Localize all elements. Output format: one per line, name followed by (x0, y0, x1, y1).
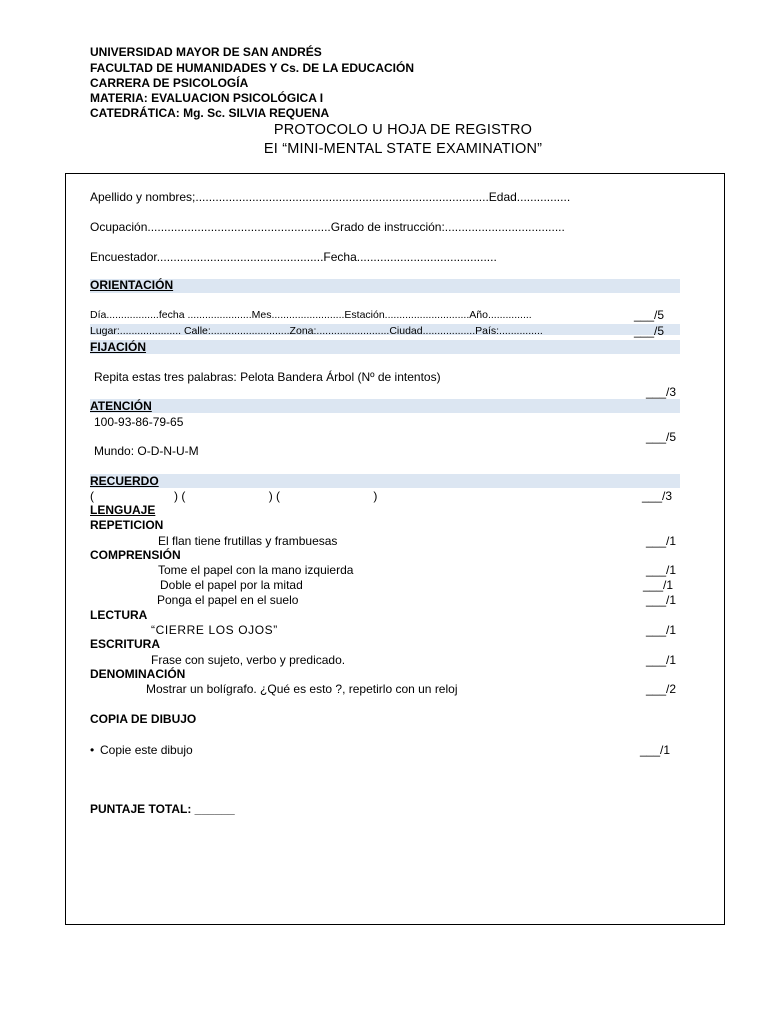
comprension-score-1[interactable]: ___/1 (646, 563, 677, 577)
lectura-score[interactable]: ___/1 (646, 623, 677, 637)
faculty-name: FACULTAD DE HUMANIDADES Y Cs. DE LA EDUCACIÓN (90, 61, 415, 75)
copia-text: Copie este dibujo (100, 743, 193, 757)
name-age-field[interactable]: Apellido y nombres;........................................................................................Edad................ (90, 190, 571, 204)
atencion-score[interactable]: ___/5 (646, 430, 677, 444)
atencion-numbers: 100-93-86-79-65 (94, 415, 184, 429)
escritura-text: Frase con sujeto, verbo y predicado. (151, 653, 346, 667)
recuerdo-fields[interactable]: ( ) ( ) ( ) (90, 489, 378, 503)
comprension-item-1: Tome el papel con la mano izquierda (158, 563, 354, 577)
document-title: PROTOCOLO U HOJA DE REGISTRO (273, 122, 533, 138)
career-name: CARRERA DE PSICOLOGÍA (90, 76, 249, 90)
fijacion-text: Repita estas tres palabras: Pelota Bandera Árbol (Nº de intentos) (94, 370, 441, 384)
recuerdo-band (90, 474, 680, 488)
denominacion-text: Mostrar un bolígrafo. ¿Qué es esto ?, repetirlo con un reloj (146, 682, 458, 696)
copia-score[interactable]: ___/1 (640, 743, 671, 757)
denominacion-title: DENOMINACIÓN (90, 667, 186, 681)
lenguaje-title: LENGUAJE (90, 503, 156, 517)
comprension-score-2[interactable]: ___/1 (643, 578, 674, 592)
repeticion-text: El flan tiene frutillas y frambuesas (158, 534, 338, 548)
fijacion-score[interactable]: ___/3 (646, 385, 677, 399)
professor-name: CATEDRÁTICA: Mg. Sc. SILVIA REQUENA (90, 106, 330, 120)
recuerdo-title: RECUERDO (90, 474, 159, 488)
orientacion-time-score[interactable]: ___/5 (634, 308, 665, 322)
escritura-score[interactable]: ___/1 (646, 653, 677, 667)
copia-bullet: • (90, 743, 95, 757)
orientacion-title: ORIENTACIÓN (90, 278, 174, 292)
university-name: UNIVERSIDAD MAYOR DE SAN ANDRÉS (90, 45, 322, 59)
fijacion-band (90, 340, 680, 354)
total-score[interactable]: PUNTAJE TOTAL: ______ (90, 802, 235, 816)
occupation-field[interactable]: Ocupación.......................................................Grado de instrucción:.................................... (90, 220, 565, 234)
comprension-score-3[interactable]: ___/1 (646, 593, 677, 607)
document-subtitle: EI “MINI-MENTAL STATE EXAMINATION” (263, 141, 543, 157)
repeticion-score[interactable]: ___/1 (646, 534, 677, 548)
subject-name: MATERIA: EVALUACION PSICOLÓGICA I (90, 91, 324, 105)
comprension-item-2: Doble el papel por la mitad (160, 578, 303, 592)
comprension-title: COMPRENSIÓN (90, 548, 181, 562)
lectura-text: “CIERRE LOS OJOS” (151, 623, 278, 637)
atencion-band (90, 399, 680, 413)
lectura-title: LECTURA (90, 608, 148, 622)
denominacion-score[interactable]: ___/2 (646, 682, 677, 696)
recuerdo-score[interactable]: ___/3 (642, 489, 673, 503)
atencion-title: ATENCIÓN (90, 399, 152, 413)
orientacion-time-row[interactable]: Día..................fecha ......................Mes.........................Estación.............................Año............... (90, 309, 532, 321)
copia-title: COPIA DE DIBUJO (90, 712, 197, 726)
interviewer-date-field[interactable]: Encuestador..................................................Fecha.......................................... (90, 250, 497, 264)
orientacion-place-score[interactable]: ___/5 (634, 324, 665, 338)
orientacion-band (90, 279, 680, 293)
orientacion-place-row[interactable]: Lugar:..................... Calle:...........................Zona:.........................Ciudad..................País:............... (90, 325, 543, 337)
atencion-mundo: Mundo: O-D-N-U-M (94, 444, 199, 458)
escritura-title: ESCRITURA (90, 637, 161, 651)
comprension-item-3: Ponga el papel en el suelo (157, 593, 299, 607)
fijacion-title: FIJACIÓN (90, 340, 147, 354)
repeticion-title: REPETICION (90, 518, 164, 532)
